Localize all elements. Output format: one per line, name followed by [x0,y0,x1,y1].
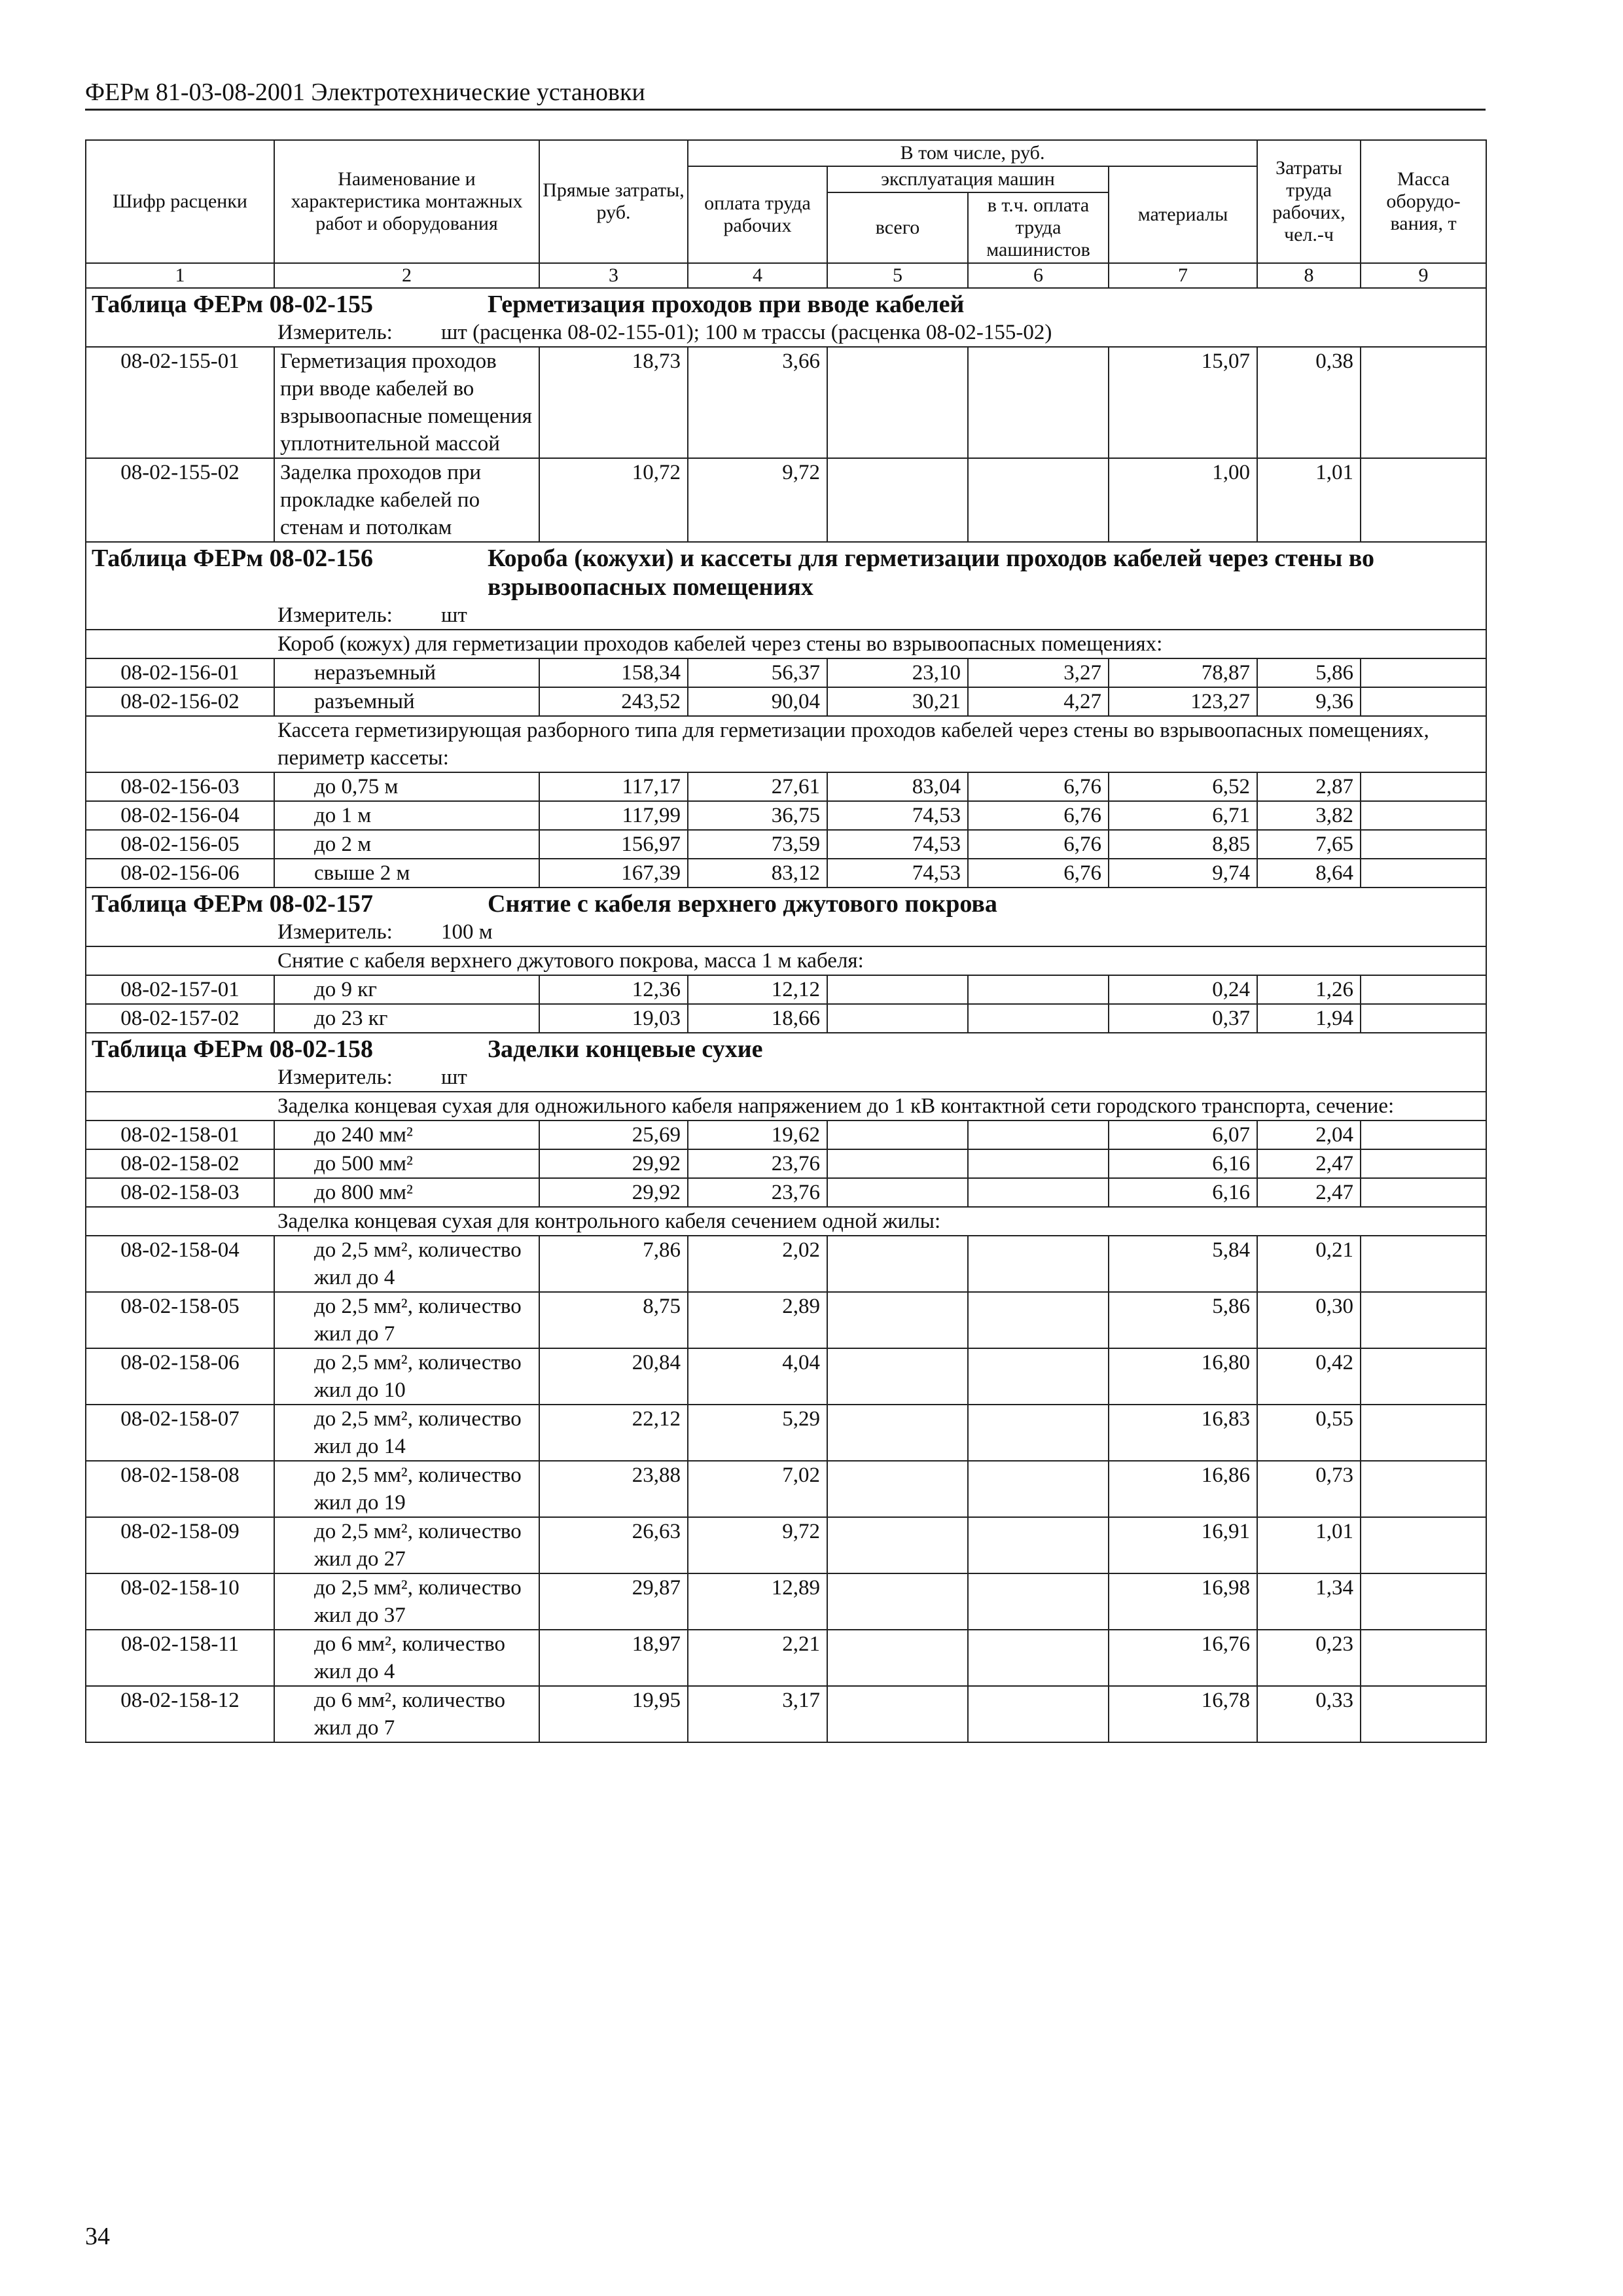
materials-cost: 16,80 [1109,1348,1257,1405]
col-header-equipment-mass: Масса оборудо-вания, т [1361,140,1486,263]
direct-cost: 8,75 [539,1292,688,1348]
equipment-mass [1361,1121,1486,1149]
labor-hours: 1,34 [1257,1573,1361,1630]
section-label: Таблица ФЕРм 08-02-155 [92,291,373,318]
section-title: Герметизация проходов при вводе кабелей [488,291,965,318]
labor-hours: 1,01 [1257,458,1361,542]
machinist-cost [968,1178,1109,1207]
section-title-row [86,542,1486,601]
labor-cost: 12,12 [688,975,827,1004]
column-number: 6 [968,263,1109,288]
labor-cost: 56,37 [688,658,827,687]
work-name: до 2,5 мм², количество жил до 27 [274,1517,539,1573]
labor-cost: 3,66 [688,347,827,458]
labor-hours: 1,26 [1257,975,1361,1004]
rate-code: 08-02-156-02 [86,687,274,716]
col-header-machines: эксплуатация машин [827,166,1109,192]
work-name: до 0,75 м [274,772,539,801]
col-header-machines-total: всего [827,192,968,263]
materials-cost: 8,85 [1109,830,1257,859]
labor-cost: 4,04 [688,1348,827,1405]
work-name: до 800 мм² [274,1178,539,1207]
rate-code: 08-02-156-04 [86,801,274,830]
machines-cost [827,1149,968,1178]
rate-code: 08-02-155-02 [86,458,274,542]
equipment-mass [1361,458,1486,542]
table-row [86,975,1486,1004]
table-row [86,1292,1486,1348]
rates-table [85,139,1487,1743]
direct-cost: 26,63 [539,1517,688,1573]
machines-cost: 74,53 [827,830,968,859]
machines-cost [827,1292,968,1348]
machines-cost: 74,53 [827,801,968,830]
materials-cost: 16,78 [1109,1686,1257,1742]
labor-hours: 0,33 [1257,1686,1361,1742]
work-name: до 2,5 мм², количество жил до 19 [274,1461,539,1517]
measure-label: Измеритель: [277,920,393,944]
section-title-row [86,288,1486,319]
rate-code: 08-02-158-06 [86,1348,274,1405]
labor-hours: 9,36 [1257,687,1361,716]
table-row [86,1348,1486,1405]
labor-cost: 12,89 [688,1573,827,1630]
labor-cost: 83,12 [688,859,827,888]
machinist-cost [968,347,1109,458]
rate-code: 08-02-156-06 [86,859,274,888]
column-number: 4 [688,263,827,288]
equipment-mass [1361,1630,1486,1686]
table-row [86,859,1486,888]
group-subtitle: Короб (кожух) для герметизации проходов кабелей через стены во взрывоопасных помещениях: [86,630,1486,658]
col-header-machinist-labor: в т.ч. оплата труда машинистов [968,192,1109,263]
machinist-cost [968,975,1109,1004]
labor-hours: 0,38 [1257,347,1361,458]
col-header-direct: Прямые затраты, руб. [539,140,688,263]
table-row [86,1121,1486,1149]
column-number: 9 [1361,263,1486,288]
direct-cost: 25,69 [539,1121,688,1149]
table-head [86,140,1486,288]
work-name: до 1 м [274,801,539,830]
group-subtitle: Заделка концевая сухая для контрольного кабеля сечением одной жилы: [86,1207,1486,1236]
rate-code: 08-02-158-05 [86,1292,274,1348]
col-header-name: Наименование и характеристика монтажных работ и оборудования [274,140,539,263]
section-label: Таблица ФЕРм 08-02-156 [92,545,373,572]
machines-cost [827,458,968,542]
labor-hours: 2,04 [1257,1121,1361,1149]
table-row [86,347,1486,458]
section-measure-row [86,918,1486,946]
materials-cost: 6,07 [1109,1121,1257,1149]
work-name: до 2,5 мм², количество жил до 10 [274,1348,539,1405]
labor-cost: 19,62 [688,1121,827,1149]
materials-cost: 16,98 [1109,1573,1257,1630]
section-measure-row [86,601,1486,630]
table-row [86,1149,1486,1178]
work-name: до 500 мм² [274,1149,539,1178]
section-title: Заделки концевые сухие [488,1035,763,1063]
machines-cost [827,1461,968,1517]
column-number: 2 [274,263,539,288]
rate-code: 08-02-158-12 [86,1686,274,1742]
labor-cost: 2,02 [688,1236,827,1292]
direct-cost: 20,84 [539,1348,688,1405]
equipment-mass [1361,687,1486,716]
table-row [86,1630,1486,1686]
table-body [86,288,1486,1742]
work-name: до 2,5 мм², количество жил до 7 [274,1292,539,1348]
column-number: 1 [86,263,274,288]
labor-cost: 23,76 [688,1149,827,1178]
rate-code: 08-02-157-02 [86,1004,274,1033]
direct-cost: 29,87 [539,1573,688,1630]
table-row [86,830,1486,859]
machinist-cost: 6,76 [968,801,1109,830]
labor-cost: 2,21 [688,1630,827,1686]
table-row [86,1004,1486,1033]
work-name: до 9 кг [274,975,539,1004]
labor-hours: 0,42 [1257,1348,1361,1405]
machines-cost: 74,53 [827,859,968,888]
rate-code: 08-02-155-01 [86,347,274,458]
rate-code: 08-02-157-01 [86,975,274,1004]
direct-cost: 19,03 [539,1004,688,1033]
section-measure-cell [86,918,1486,946]
equipment-mass [1361,1573,1486,1630]
document-header [85,77,1486,111]
labor-hours: 2,47 [1257,1178,1361,1207]
machines-cost [827,1348,968,1405]
labor-cost: 3,17 [688,1686,827,1742]
rate-code: 08-02-158-09 [86,1517,274,1573]
direct-cost: 18,73 [539,347,688,458]
labor-cost: 90,04 [688,687,827,716]
equipment-mass [1361,1686,1486,1742]
machinist-cost: 6,76 [968,772,1109,801]
column-number: 3 [539,263,688,288]
direct-cost: 19,95 [539,1686,688,1742]
equipment-mass [1361,1405,1486,1461]
materials-cost: 6,16 [1109,1149,1257,1178]
machinist-cost [968,1573,1109,1630]
machines-cost [827,1004,968,1033]
document-title: ФЕРм 81-03-08-2001 Электротехнические установки [85,79,645,106]
materials-cost: 6,71 [1109,801,1257,830]
materials-cost: 6,52 [1109,772,1257,801]
machinist-cost [968,1630,1109,1686]
labor-hours: 0,23 [1257,1630,1361,1686]
materials-cost: 0,24 [1109,975,1257,1004]
machinist-cost [968,1236,1109,1292]
equipment-mass [1361,347,1486,458]
column-numbers-row [86,263,1486,288]
machinist-cost: 3,27 [968,658,1109,687]
materials-cost: 123,27 [1109,687,1257,716]
work-name: до 2,5 мм², количество жил до 37 [274,1573,539,1630]
labor-cost: 23,76 [688,1178,827,1207]
group-subtitle-row [86,716,1486,772]
machinist-cost [968,1292,1109,1348]
group-subtitle: Заделка концевая сухая для одножильного кабеля напряжением до 1 кВ контактной сети городского транспорта, сечение: [86,1092,1486,1121]
labor-cost: 9,72 [688,458,827,542]
rate-code: 08-02-158-03 [86,1178,274,1207]
measure-label: Измеритель: [277,603,393,627]
rate-code: 08-02-158-08 [86,1461,274,1517]
rate-code: 08-02-158-07 [86,1405,274,1461]
col-header-code: Шифр расценки [86,140,274,263]
section-measure-cell [86,601,1486,630]
labor-cost: 5,29 [688,1405,827,1461]
materials-cost: 16,91 [1109,1517,1257,1573]
machines-cost: 30,21 [827,687,968,716]
machines-cost [827,1121,968,1149]
table-row [86,772,1486,801]
labor-hours: 0,21 [1257,1236,1361,1292]
rate-code: 08-02-156-03 [86,772,274,801]
machines-cost [827,1630,968,1686]
machines-cost [827,347,968,458]
materials-cost: 6,16 [1109,1178,1257,1207]
labor-hours: 2,47 [1257,1149,1361,1178]
table-row [86,658,1486,687]
work-name: неразъемный [274,658,539,687]
direct-cost: 18,97 [539,1630,688,1686]
rate-code: 08-02-158-02 [86,1149,274,1178]
machinist-cost [968,1348,1109,1405]
section-title-cell [86,288,1486,319]
machinist-cost [968,1121,1109,1149]
direct-cost: 22,12 [539,1405,688,1461]
measure-value: шт (расценка 08-02-155-01); 100 м трассы (расценка 08-02-155-02) [441,321,1052,344]
col-header-labor-hours: Затраты труда рабочих, чел.-ч [1257,140,1361,263]
materials-cost: 78,87 [1109,658,1257,687]
table-row [86,1573,1486,1630]
rate-code: 08-02-156-01 [86,658,274,687]
table-row [86,1686,1486,1742]
column-number: 5 [827,263,968,288]
equipment-mass [1361,772,1486,801]
measure-value: шт [441,1066,467,1089]
work-name: до 240 мм² [274,1121,539,1149]
group-subtitle-row [86,1207,1486,1236]
materials-cost: 5,84 [1109,1236,1257,1292]
measure-value: шт [441,603,467,627]
materials-cost: 16,76 [1109,1630,1257,1686]
labor-hours: 7,65 [1257,830,1361,859]
equipment-mass [1361,1461,1486,1517]
section-title-row [86,1033,1486,1064]
table-row [86,1236,1486,1292]
machinist-cost [968,1517,1109,1573]
group-subtitle: Кассета герметизирующая разборного типа для герметизации проходов кабелей через стены во взрывоопасных помещениях, периметр кассеты: [86,716,1486,772]
equipment-mass [1361,830,1486,859]
work-name: до 2,5 мм², количество жил до 4 [274,1236,539,1292]
rate-code: 08-02-158-01 [86,1121,274,1149]
direct-cost: 29,92 [539,1149,688,1178]
machines-cost [827,1517,968,1573]
equipment-mass [1361,1149,1486,1178]
materials-cost: 9,74 [1109,859,1257,888]
section-title-cell [86,542,1486,601]
labor-cost: 27,61 [688,772,827,801]
section-label: Таблица ФЕРм 08-02-157 [92,890,373,918]
section-title-row [86,888,1486,918]
machinist-cost: 6,76 [968,830,1109,859]
machinist-cost [968,1149,1109,1178]
materials-cost: 15,07 [1109,347,1257,458]
table-row [86,801,1486,830]
machines-cost [827,975,968,1004]
materials-cost: 1,00 [1109,458,1257,542]
labor-hours: 3,82 [1257,801,1361,830]
work-name: до 6 мм², количество жил до 4 [274,1630,539,1686]
measure-label: Измеритель: [277,1066,393,1089]
labor-hours: 1,01 [1257,1517,1361,1573]
work-name: свыше 2 м [274,859,539,888]
equipment-mass [1361,859,1486,888]
materials-cost: 16,83 [1109,1405,1257,1461]
machinist-cost [968,458,1109,542]
col-header-materials: материалы [1109,166,1257,263]
rate-code: 08-02-158-04 [86,1236,274,1292]
col-header-labor: оплата труда рабочих [688,166,827,263]
group-subtitle-row [86,946,1486,975]
work-name: до 2 м [274,830,539,859]
work-name: до 2,5 мм², количество жил до 14 [274,1405,539,1461]
rate-code: 08-02-158-11 [86,1630,274,1686]
rate-code: 08-02-156-05 [86,830,274,859]
table-row [86,687,1486,716]
equipment-mass [1361,1348,1486,1405]
section-label: Таблица ФЕРм 08-02-158 [92,1035,373,1063]
machines-cost [827,1686,968,1742]
direct-cost: 156,97 [539,830,688,859]
section-title: Короба (кожухи) и кассеты для герметизации проходов кабелей через стены во взрывоопасных помещениях [488,545,1375,601]
equipment-mass [1361,658,1486,687]
direct-cost: 158,34 [539,658,688,687]
labor-hours: 1,94 [1257,1004,1361,1033]
labor-cost: 2,89 [688,1292,827,1348]
section-title: Снятие с кабеля верхнего джутового покрова [488,890,997,918]
machines-cost [827,1573,968,1630]
group-subtitle-row [86,630,1486,658]
machinist-cost: 6,76 [968,859,1109,888]
table-row [86,458,1486,542]
labor-hours: 2,87 [1257,772,1361,801]
measure-label: Измеритель: [277,321,393,344]
materials-cost: 0,37 [1109,1004,1257,1033]
measure-value: 100 м [441,920,493,944]
direct-cost: 29,92 [539,1178,688,1207]
col-header-including: В том числе, руб. [688,140,1257,166]
work-name: до 6 мм², количество жил до 7 [274,1686,539,1742]
labor-cost: 18,66 [688,1004,827,1033]
machines-cost [827,1236,968,1292]
section-title-cell [86,888,1486,918]
work-name: Герметизация проходов при вводе кабелей во взрывоопасные помещения уплотнительной массой [274,347,539,458]
machines-cost [827,1405,968,1461]
machinist-cost [968,1686,1109,1742]
labor-cost: 7,02 [688,1461,827,1517]
direct-cost: 117,99 [539,801,688,830]
column-number: 8 [1257,263,1361,288]
rates-table-container [85,139,1486,1743]
machines-cost [827,1178,968,1207]
equipment-mass [1361,801,1486,830]
work-name: Заделка проходов при прокладке кабелей по стенам и потолкам [274,458,539,542]
direct-cost: 10,72 [539,458,688,542]
equipment-mass [1361,1178,1486,1207]
direct-cost: 23,88 [539,1461,688,1517]
machinist-cost: 4,27 [968,687,1109,716]
equipment-mass [1361,1004,1486,1033]
direct-cost: 167,39 [539,859,688,888]
labor-hours: 0,30 [1257,1292,1361,1348]
direct-cost: 12,36 [539,975,688,1004]
table-row [86,1178,1486,1207]
work-name: разъемный [274,687,539,716]
column-number: 7 [1109,263,1257,288]
labor-cost: 73,59 [688,830,827,859]
equipment-mass [1361,1292,1486,1348]
labor-hours: 0,73 [1257,1461,1361,1517]
direct-cost: 117,17 [539,772,688,801]
labor-hours: 0,55 [1257,1405,1361,1461]
rate-code: 08-02-158-10 [86,1573,274,1630]
work-name: до 23 кг [274,1004,539,1033]
section-measure-cell [86,1064,1486,1092]
equipment-mass [1361,1236,1486,1292]
machinist-cost [968,1405,1109,1461]
materials-cost: 5,86 [1109,1292,1257,1348]
table-row [86,1461,1486,1517]
table-row [86,1517,1486,1573]
section-measure-row [86,319,1486,347]
section-measure-cell [86,319,1486,347]
page-number: 34 [85,2223,110,2250]
equipment-mass [1361,975,1486,1004]
labor-cost: 9,72 [688,1517,827,1573]
direct-cost: 243,52 [539,687,688,716]
labor-hours: 5,86 [1257,658,1361,687]
labor-cost: 36,75 [688,801,827,830]
direct-cost: 7,86 [539,1236,688,1292]
materials-cost: 16,86 [1109,1461,1257,1517]
group-subtitle-row [86,1092,1486,1121]
section-measure-row [86,1064,1486,1092]
labor-hours: 8,64 [1257,859,1361,888]
table-row [86,1405,1486,1461]
section-title-cell [86,1033,1486,1064]
machines-cost: 83,04 [827,772,968,801]
equipment-mass [1361,1517,1486,1573]
group-subtitle: Снятие с кабеля верхнего джутового покрова, масса 1 м кабеля: [86,946,1486,975]
machinist-cost [968,1461,1109,1517]
machinist-cost [968,1004,1109,1033]
machines-cost: 23,10 [827,658,968,687]
